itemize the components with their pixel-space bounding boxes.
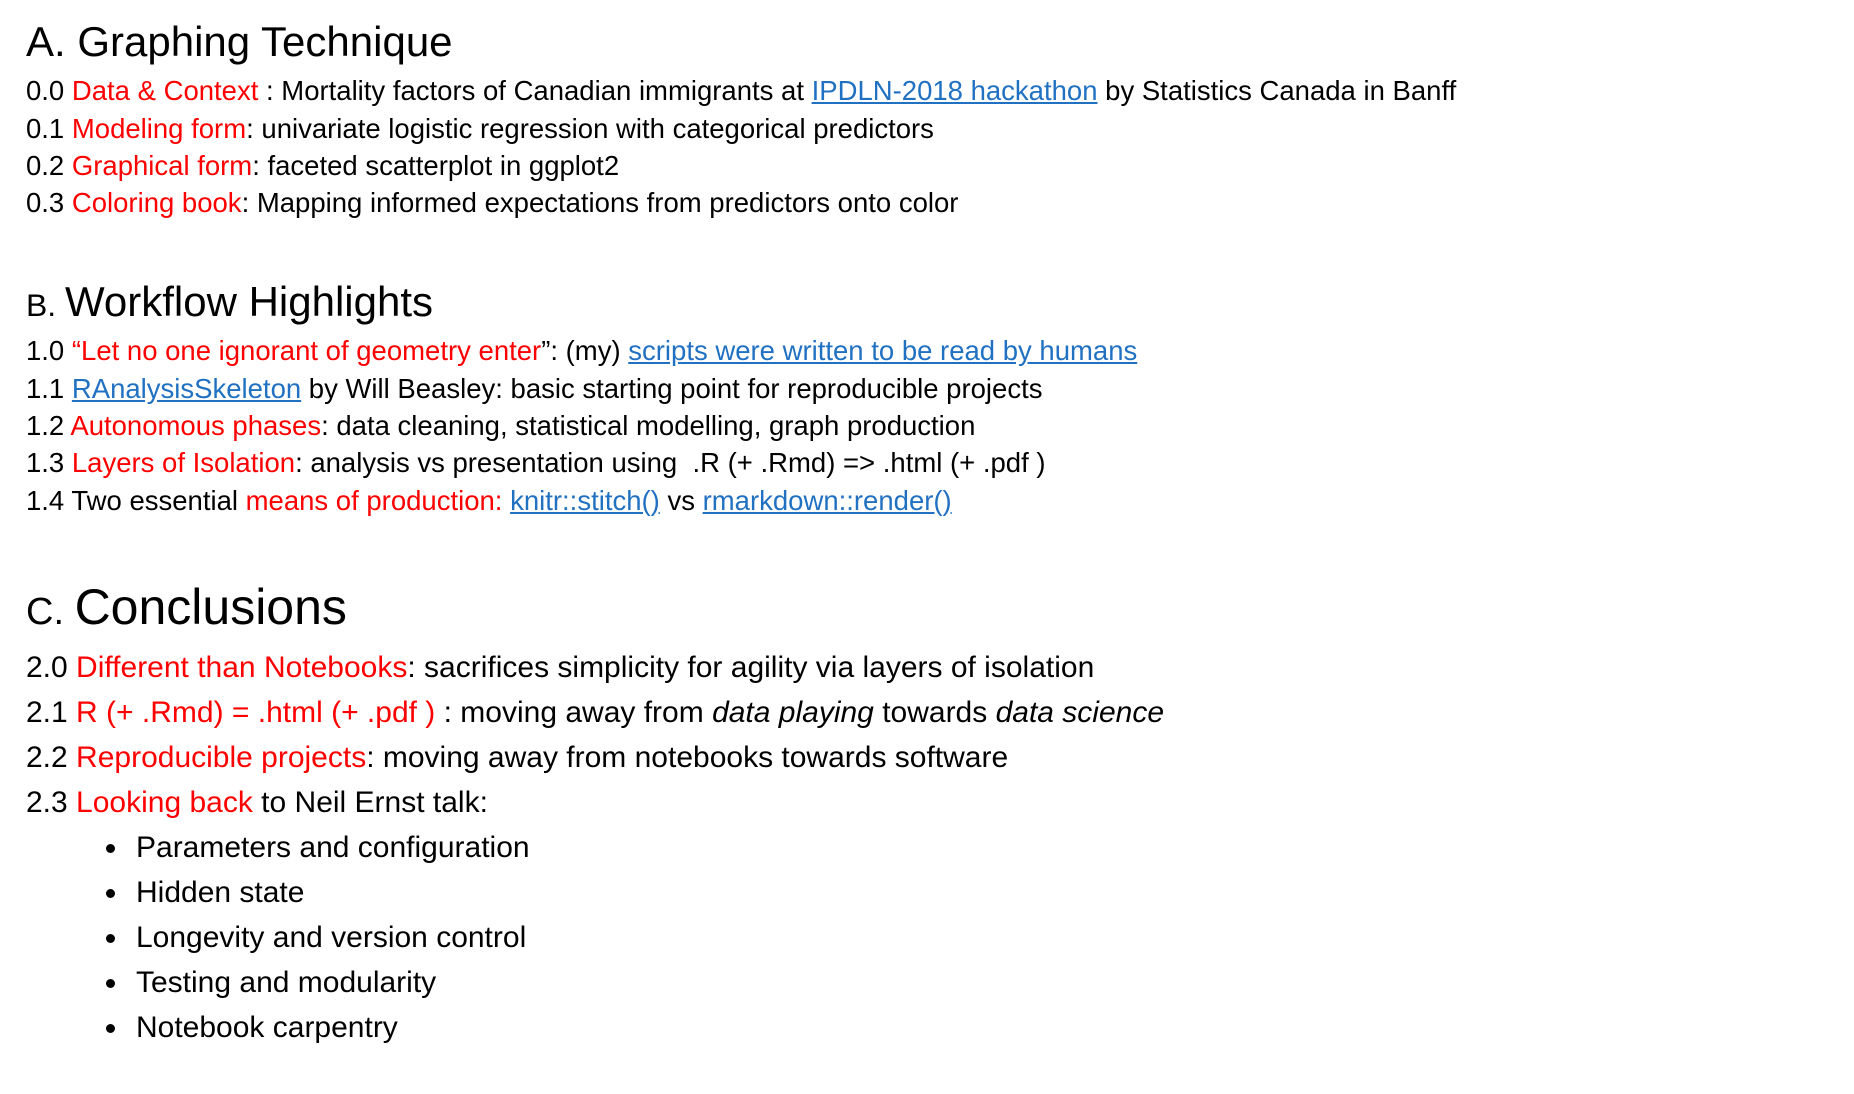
red-emphasis-text: Autonomous phases bbox=[70, 409, 322, 441]
red-emphasis-text: Modeling form bbox=[71, 112, 247, 144]
plain-text bbox=[502, 485, 510, 516]
red-emphasis-text: Data & Context bbox=[71, 75, 259, 107]
plain-text: : analysis vs presentation using .R (+ .Rmd) => .html (+ .pdf ) bbox=[295, 447, 1046, 479]
ranalysisskeleton-link[interactable]: RAnalysisSkeleton bbox=[71, 372, 302, 404]
plain-text: 2.1 bbox=[26, 695, 77, 729]
plain-text: 0.2 bbox=[26, 150, 72, 182]
heading-title: Conclusions bbox=[74, 579, 347, 636]
rmarkdown-render-link[interactable]: rmarkdown::render() bbox=[702, 484, 952, 516]
bullet-list bbox=[26, 825, 1834, 1050]
content-line-a-0 bbox=[26, 72, 1834, 109]
plain-text: 2.3 bbox=[26, 785, 77, 819]
section-heading-b bbox=[26, 278, 1834, 326]
plain-text: by Statistics Canada in Banff bbox=[1097, 75, 1457, 107]
content-line-b-2 bbox=[26, 407, 1834, 444]
italic-text: data playing bbox=[712, 695, 874, 729]
plain-text: 0.3 bbox=[26, 187, 72, 219]
italic-text: data science bbox=[995, 695, 1165, 729]
red-emphasis-text: Reproducible projects bbox=[76, 740, 367, 774]
knitr-stitch-link[interactable]: knitr::stitch() bbox=[510, 484, 660, 516]
content-line-a-1 bbox=[26, 110, 1834, 147]
plain-text: towards bbox=[873, 695, 996, 729]
plain-text: : Mapping informed expectations from predictors onto color bbox=[241, 187, 959, 219]
plain-text: 2.0 bbox=[26, 650, 77, 684]
scripts-readable-link[interactable]: scripts were written to be read by humans bbox=[628, 335, 1138, 367]
plain-text: 2.2 bbox=[26, 740, 77, 774]
plain-text: : data cleaning, statistical modelling, graph production bbox=[321, 409, 976, 441]
heading-prefix: C. bbox=[26, 591, 75, 634]
plain-text: : sacrifices simplicity for agility via layers of isolation bbox=[407, 650, 1095, 684]
bullet-item-2: • Longevity and version control bbox=[130, 915, 1834, 960]
plain-text: vs bbox=[659, 484, 703, 516]
plain-text: : univariate logistic regression with categorical predictors bbox=[246, 112, 934, 144]
plain-text: 1.1 bbox=[26, 372, 72, 404]
bullet-item-4: • Notebook carpentry bbox=[130, 1005, 1834, 1050]
section-heading-c bbox=[26, 579, 1834, 637]
plain-text: 1.3 bbox=[26, 447, 72, 479]
plain-text: 1.4 Two essential bbox=[26, 484, 246, 516]
plain-text: 0.1 bbox=[26, 112, 72, 144]
content-line-c-1 bbox=[26, 690, 1834, 735]
heading-title: Workflow Highlights bbox=[65, 277, 434, 325]
plain-text: 1.0 bbox=[26, 335, 72, 367]
content-line-b-0 bbox=[26, 332, 1834, 369]
slide-content bbox=[26, 18, 1834, 1050]
section-a bbox=[26, 18, 1834, 222]
red-emphasis-text: Graphical form bbox=[71, 150, 253, 182]
content-line-b-3 bbox=[26, 444, 1834, 481]
red-emphasis-text: Different than Notebooks bbox=[76, 650, 408, 684]
section-c bbox=[26, 579, 1834, 1050]
plain-text: : moving away from bbox=[443, 695, 713, 729]
content-line-c-3 bbox=[26, 780, 1834, 825]
content-line-b-1 bbox=[26, 370, 1834, 407]
content-line-a-2 bbox=[26, 147, 1834, 184]
content-line-c-0 bbox=[26, 645, 1834, 690]
plain-text: 1.2 bbox=[26, 409, 71, 441]
heading-prefix: B. bbox=[26, 286, 66, 323]
content-line-a-3 bbox=[26, 184, 1834, 221]
ipdln-2018-hackathon-link[interactable]: IPDLN-2018 hackathon bbox=[811, 75, 1098, 107]
plain-text: by Will Beasley: basic starting point for reproducible projects bbox=[301, 372, 1043, 404]
bullet-item-3: • Testing and modularity bbox=[130, 960, 1834, 1005]
content-line-c-2 bbox=[26, 735, 1834, 780]
plain-text: : faceted scatterplot in ggplot2 bbox=[252, 150, 620, 182]
red-emphasis-text: Coloring book bbox=[71, 187, 242, 219]
red-emphasis-text: Layers of Isolation bbox=[71, 447, 296, 479]
section-b bbox=[26, 278, 1834, 519]
content-line-b-4 bbox=[26, 482, 1834, 519]
plain-text: ”: (my) bbox=[541, 335, 629, 367]
bullet-item-1: • Hidden state bbox=[130, 870, 1834, 915]
heading-title: Graphing Technique bbox=[77, 18, 453, 65]
plain-text: 0.0 bbox=[26, 75, 72, 107]
red-emphasis-text: R (+ .Rmd) = .html (+ .pdf ) bbox=[76, 695, 444, 729]
plain-text: : moving away from notebooks towards software bbox=[366, 740, 1009, 774]
red-emphasis-text: Looking back bbox=[76, 785, 253, 819]
red-emphasis-text: means of production: bbox=[245, 484, 503, 516]
red-emphasis-text: “Let no one ignorant of geometry enter bbox=[71, 335, 542, 367]
section-heading-a bbox=[26, 18, 1834, 66]
plain-text: to Neil Ernst talk: bbox=[252, 785, 488, 819]
plain-text: : Mortality factors of Canadian immigrants at bbox=[258, 75, 812, 107]
heading-prefix: A. bbox=[26, 18, 78, 65]
bullet-item-0: • Parameters and configuration bbox=[130, 825, 1834, 870]
